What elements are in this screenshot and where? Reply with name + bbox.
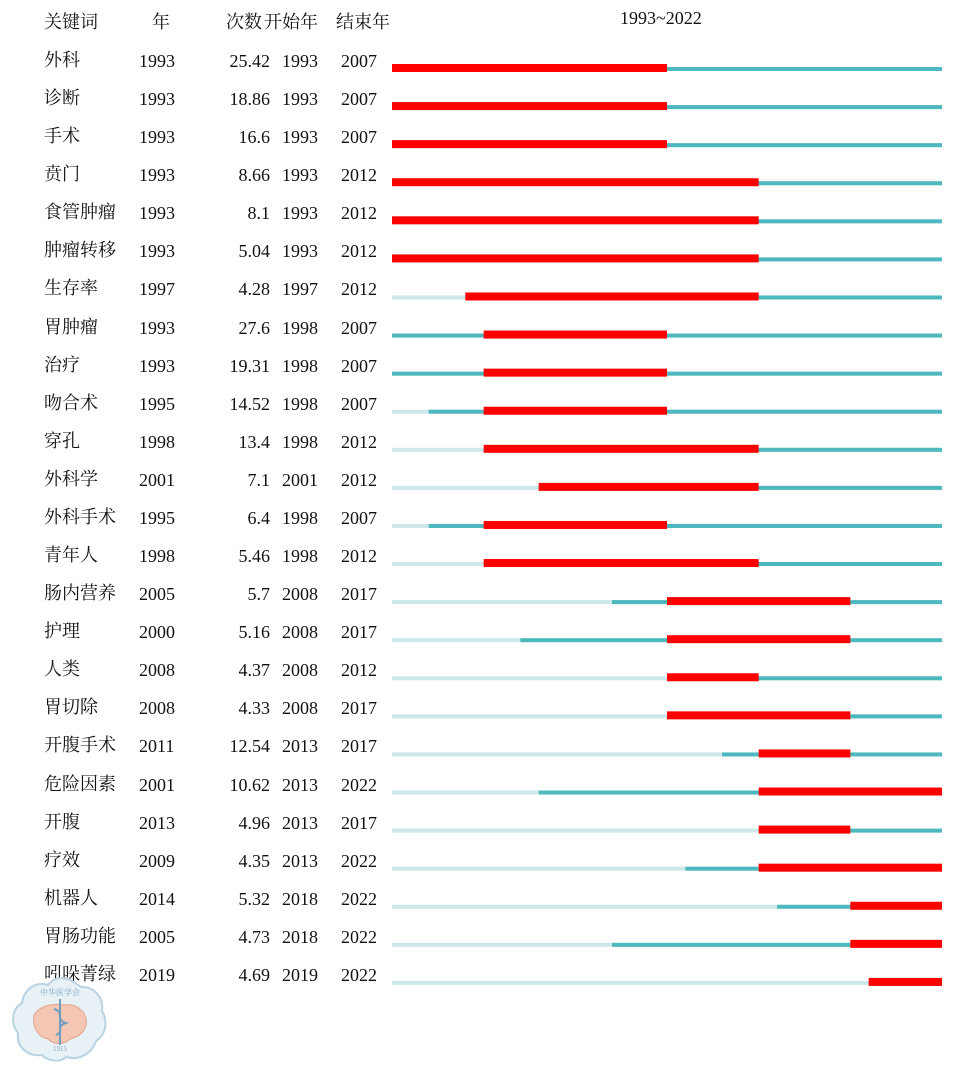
burst-bar	[484, 331, 667, 339]
keyword-cell: 食管肿瘤	[44, 202, 116, 224]
keyword-cell: 胃肠功能	[44, 925, 116, 947]
year-cell: 1997	[139, 279, 175, 300]
burst-bar	[484, 521, 667, 529]
begin-cell: 1993	[282, 127, 318, 148]
strength-cell: 4.96	[238, 812, 270, 833]
strength-cell: 5.32	[238, 888, 270, 909]
end-cell: 2012	[341, 165, 377, 186]
end-cell: 2007	[341, 393, 377, 414]
keyword-cell: 外科手术	[44, 506, 116, 528]
begin-cell: 1998	[282, 355, 318, 376]
strength-cell: 13.4	[238, 431, 270, 452]
burst-bar	[869, 978, 942, 986]
keyword-cell: 开腹手术	[44, 735, 116, 757]
burst-bar	[759, 826, 851, 834]
year-cell: 1993	[139, 203, 175, 224]
year-cell: 2009	[139, 850, 175, 871]
strength-cell: 4.37	[238, 660, 270, 681]
burst-bar	[667, 711, 850, 719]
keyword-cell: 诊断	[44, 88, 80, 110]
strength-cell: 18.86	[229, 89, 270, 110]
keyword-cell: 外科	[44, 50, 80, 71]
burst-bar	[484, 559, 759, 567]
begin-cell: 1993	[282, 51, 318, 71]
header-year: 年	[152, 12, 170, 33]
year-cell: 1993	[139, 355, 175, 376]
strength-cell: 27.6	[238, 317, 270, 338]
timeline-inactive	[392, 981, 942, 985]
strength-cell: 8.1	[247, 203, 270, 224]
strength-cell: 25.42	[229, 51, 270, 71]
strength-cell: 12.54	[229, 736, 270, 757]
keyword-cell: 贲门	[44, 164, 80, 186]
burst-bar	[539, 483, 759, 491]
strength-cell: 5.04	[238, 241, 270, 262]
logo-year: 1915	[53, 1045, 67, 1053]
year-cell: 2013	[139, 812, 175, 833]
year-cell: 1995	[139, 393, 175, 414]
begin-cell: 1998	[282, 431, 318, 452]
year-cell: 1993	[139, 165, 175, 186]
end-cell: 2017	[341, 736, 377, 757]
keyword-cell: 护理	[44, 621, 80, 643]
begin-cell: 2013	[282, 850, 318, 871]
year-cell: 1993	[139, 127, 175, 148]
keyword-cell: 吲哚菁绿	[44, 963, 116, 985]
end-cell: 2017	[341, 622, 377, 643]
begin-cell: 2013	[282, 774, 318, 795]
burst-bar	[392, 216, 759, 224]
chart-title: 1993~2022	[620, 8, 702, 28]
strength-cell: 7.1	[247, 469, 270, 490]
burst-bar	[667, 673, 759, 681]
burst-bar	[392, 178, 759, 186]
begin-cell: 2018	[282, 926, 318, 947]
year-cell: 2005	[139, 584, 175, 605]
burst-bar	[484, 445, 759, 453]
burst-bar	[392, 140, 667, 148]
end-cell: 2012	[341, 660, 377, 681]
end-cell: 2012	[341, 279, 377, 300]
burst-bar	[484, 407, 667, 415]
keyword-cell: 危险因素	[44, 773, 116, 795]
begin-cell: 2013	[282, 736, 318, 757]
end-cell: 2012	[341, 546, 377, 567]
keyword-cell: 手术	[44, 126, 80, 148]
begin-cell: 1998	[282, 393, 318, 414]
end-cell: 2007	[341, 51, 377, 71]
keyword-cell: 肿瘤转移	[44, 240, 116, 262]
end-cell: 2022	[341, 926, 377, 947]
burst-bar	[667, 635, 850, 643]
begin-cell: 1998	[282, 546, 318, 567]
end-cell: 2012	[341, 469, 377, 490]
keyword-cell: 生存率	[44, 278, 98, 300]
strength-cell: 5.16	[238, 622, 270, 643]
end-cell: 2017	[341, 584, 377, 605]
year-cell: 1993	[139, 317, 175, 338]
end-cell: 2022	[341, 850, 377, 871]
begin-cell: 2008	[282, 660, 318, 681]
header-strength: 次数	[226, 12, 262, 33]
burst-bar	[759, 749, 851, 757]
burst-bar	[850, 902, 942, 910]
year-cell: 1998	[139, 546, 175, 567]
begin-cell: 1993	[282, 165, 318, 186]
burst-bar	[392, 64, 667, 72]
strength-cell: 16.6	[238, 127, 270, 148]
year-cell: 2001	[139, 774, 175, 795]
end-cell: 2012	[341, 241, 377, 262]
keyword-cell: 外科学	[44, 468, 98, 490]
header-end: 结束年	[336, 12, 390, 33]
keyword-cell: 人类	[44, 659, 80, 681]
keyword-cell: 青年人	[44, 545, 98, 567]
year-cell: 2019	[139, 964, 175, 985]
end-cell: 2007	[341, 127, 377, 148]
keyword-cell: 开腹	[44, 811, 80, 833]
year-cell: 2011	[139, 736, 175, 757]
year-cell: 2008	[139, 698, 175, 719]
strength-cell: 4.35	[238, 850, 270, 871]
begin-cell: 1993	[282, 203, 318, 224]
keyword-cell: 胃切除	[44, 697, 98, 719]
end-cell: 2022	[341, 774, 377, 795]
begin-cell: 2018	[282, 888, 318, 909]
keyword-cell: 肠内营养	[44, 583, 116, 605]
burst-bar	[759, 788, 942, 796]
end-cell: 2007	[341, 317, 377, 338]
year-cell: 1993	[139, 51, 175, 71]
header-begin: 开始年	[264, 12, 318, 33]
begin-cell: 2019	[282, 964, 318, 985]
end-cell: 2022	[341, 964, 377, 985]
keyword-cell: 胃肿瘤	[44, 316, 98, 338]
keyword-cell: 机器人	[44, 887, 98, 909]
end-cell: 2007	[341, 507, 377, 528]
end-cell: 2012	[341, 431, 377, 452]
keyword-cell: 疗效	[44, 849, 80, 871]
year-cell: 1998	[139, 431, 175, 452]
end-cell: 2012	[341, 203, 377, 224]
burst-bar	[465, 292, 758, 300]
year-cell: 2014	[139, 888, 175, 909]
begin-cell: 1997	[282, 279, 318, 300]
strength-cell: 5.7	[247, 584, 270, 605]
burst-bar	[759, 864, 942, 872]
begin-cell: 2001	[282, 469, 318, 490]
logo-cn: 中华医学会	[40, 988, 80, 997]
begin-cell: 1993	[282, 241, 318, 262]
begin-cell: 1998	[282, 317, 318, 338]
keyword-cell: 穿孔	[44, 430, 80, 452]
burst-bar	[392, 102, 667, 110]
begin-cell: 2008	[282, 622, 318, 643]
keyword-cell: 吻合术	[44, 392, 98, 414]
strength-cell: 8.66	[238, 165, 270, 186]
end-cell: 2007	[341, 355, 377, 376]
begin-cell: 2008	[282, 584, 318, 605]
keyword-cell: 治疗	[44, 354, 80, 376]
begin-cell: 2008	[282, 698, 318, 719]
year-cell: 1993	[139, 89, 175, 110]
strength-cell: 14.52	[229, 393, 270, 414]
begin-cell: 1993	[282, 89, 318, 110]
burst-bar	[484, 369, 667, 377]
end-cell: 2022	[341, 888, 377, 909]
strength-cell: 4.28	[238, 279, 270, 300]
year-cell: 2005	[139, 926, 175, 947]
strength-cell: 5.46	[238, 546, 270, 567]
begin-cell: 1998	[282, 507, 318, 528]
end-cell: 2017	[341, 812, 377, 833]
burst-bar	[392, 254, 759, 262]
begin-cell: 2013	[282, 812, 318, 833]
strength-cell: 10.62	[229, 774, 270, 795]
burst-bar	[850, 940, 942, 948]
year-cell: 1993	[139, 241, 175, 262]
strength-cell: 4.73	[238, 926, 270, 947]
strength-cell: 6.4	[247, 507, 270, 528]
strength-cell: 19.31	[229, 355, 270, 376]
end-cell: 2017	[341, 698, 377, 719]
year-cell: 2008	[139, 660, 175, 681]
end-cell: 2007	[341, 89, 377, 110]
burst-bar	[667, 597, 850, 605]
strength-cell: 4.69	[238, 964, 270, 985]
year-cell: 2000	[139, 622, 175, 643]
year-cell: 2001	[139, 469, 175, 490]
year-cell: 1995	[139, 507, 175, 528]
header-keyword: 关键词	[44, 12, 98, 33]
cma-logo-icon	[10, 975, 110, 1063]
strength-cell: 4.33	[238, 698, 270, 719]
